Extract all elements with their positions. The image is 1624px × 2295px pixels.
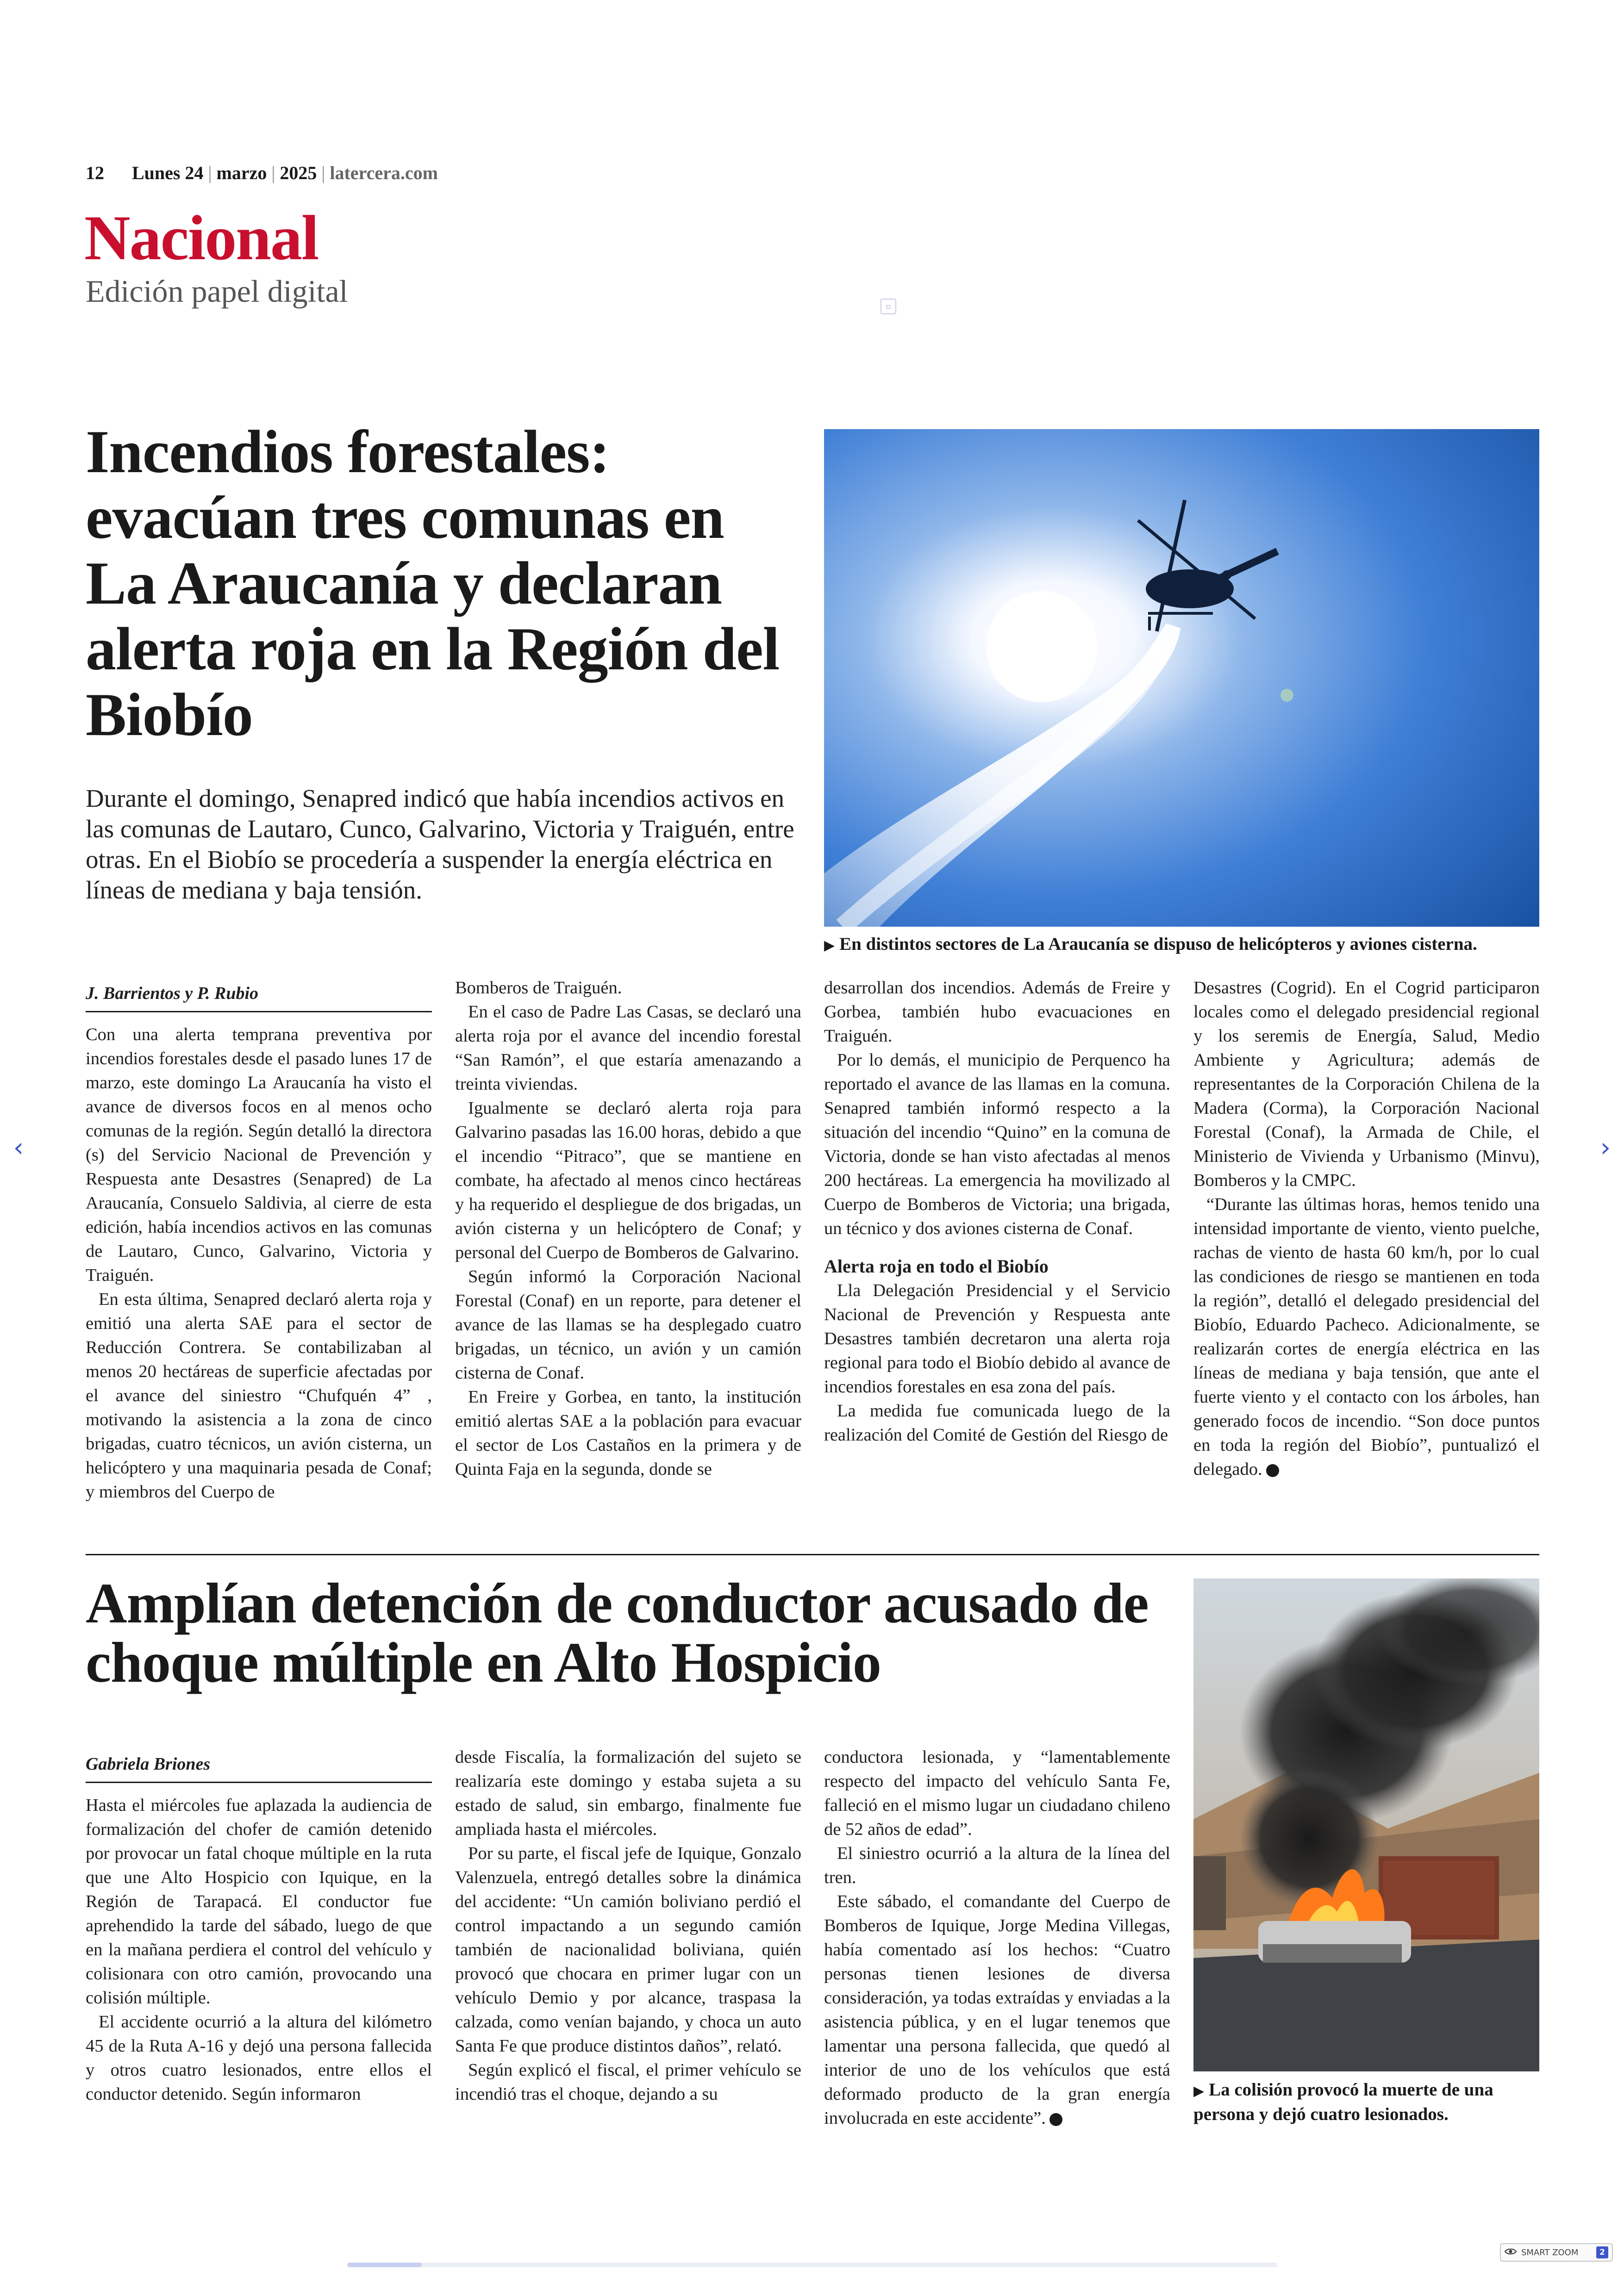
smart-zoom-badge: 2: [1596, 2246, 1608, 2258]
article2-byline: Gabriela Briones: [86, 1752, 432, 1783]
paragraph: desarrollan dos incendios. Además de Freire y Gorbea, también hubo evacuaciones en Traiguén.: [824, 978, 1170, 1046]
paragraph: El siniestro ocurrió a la altura de la línea del tren.: [824, 1844, 1170, 1887]
edition-meta-line: 12 Lunes 24 | marzo | 2025 | latercera.com: [86, 162, 438, 183]
article1-column-3: [824, 976, 1170, 1447]
paragraph: conductora lesionada, y “lamentablemente respecto del impacto del vehículo Santa Fe, falleció en el mismo lugar un ciudadano chileno de 52 años de edad”.: [824, 1747, 1170, 1839]
edition-label: Edición papel digital: [86, 274, 348, 309]
paragraph: En esta última, Senapred declaró alerta roja y emitió una alerta SAE para el sector de Reducción Contrera. Se contabilizaban al menos 20 hectáreas de superficie afectadas por el avance del siniestro “Chufquén 4” , motivando la asistencia a la zona de cinco brigadas, cuatro técnicos, un avión cisterna, un helicóptero y una maquinaria pesada de Conaf; y miembros del Cuerpo de: [86, 1290, 432, 1502]
paragraph: Hasta el miércoles fue aplazada la audiencia de formalización del chofer de camión detenido por provocar un fatal choque múltiple en la ruta que une Alto Hospicio con Iquique, en la Región de Tarapacá. El conductor fue aprehendido la tarde del sábado, luego de que en la mañana perdiera el control del vehículo y colisionara con otro camión, provocando una colisión múltiple.: [86, 1796, 432, 2008]
paragraph: En Freire y Gorbea, en tanto, la institución emitió alertas SAE a la población para evacuar el sector de Los Castaños en la primera y de Quinta Faja en la segunda, donde se: [455, 1387, 801, 1479]
paragraph: Con una alerta temprana preventiva por incendios forestales desde el pasado lunes 17 de marzo, este domingo La Araucanía ha visto el avance de diversos focos en al menos ocho comunas de la región. Según detalló la directora (s) del Servicio Nacional de Prevención y Respuesta ante Desastres (Senapred) de La Araucanía, Consuelo Saldivia, al cierre de esta edición, había incendios activos en las comunas de Lautaro, Cunco, Galvarino, Victoria y Traiguén.: [86, 1025, 432, 1285]
section-title: Nacional: [84, 202, 319, 273]
article2-photo-caption: ▶ La colisión provocó la muerte de una persona y dejó cuatro lesionados.: [1193, 2080, 1493, 2124]
paragraph: “Durante las últimas horas, hemos tenido una intensidad importante de viento, viento puelche, rachas de viento de hasta 60 km/h, por lo cual las condiciones de riesgo se mantienen en toda la región”, detalló el delegado presidencial del Biobío, Eduardo Pacheco. Adicionalmente, se realizarán cortes de energía eléctrica en las líneas de mediana y baja tensión, que ante el fuerte viento y el contacto con los árboles, han generado focos de incendio. “Son doce puntos en toda la región del Biobío”, puntualizó el delegado.: [1193, 1195, 1540, 1479]
paragraph: Por su parte, el fiscal jefe de Iquique, Gonzalo Valenzuela, entregó detalles sobre la dinámica del accidente: “Un camión boliviano perdió el control impactando a un segundo camión también de nacionalidad boliviana, quién provocó que chocara en primer lugar con un vehículo Demio y por alcance, traspasa la calzada, como venían bajando, y choca un auto Santa Fe que produce distintos daños”, relató.: [455, 1844, 801, 2056]
article1-column-1: [86, 981, 432, 1504]
paragraph: Igualmente se declaró alerta roja para Galvarino pasadas las 16.00 horas, debido a que el incendio “Pitraco”, que se mantiene en combate, ha afectado al menos cinco hectáreas y ha requerido el despliegue de dos brigadas, un avión cisterna y un helicóptero de Conaf; y personal del Cuerpo de Bomberos de Galvarino.: [455, 1098, 801, 1262]
paragraph: En el caso de Padre Las Casas, se declaró una alerta roja por el avance del incendio forestal “San Ramón”, el que estaría amenazando a treinta viviendas.: [455, 1002, 801, 1094]
paragraph: desde Fiscalía, la formalización del sujeto se realizaría este domingo y estaba sujeta a su estado de salud, sin embargo, finalmente fue ampliada hasta el miércoles.: [455, 1747, 801, 1839]
article1-column-4: [1193, 976, 1540, 1481]
section-divider: [86, 1554, 1539, 1555]
smart-zoom-label: SMART ZOOM: [1521, 2247, 1579, 2258]
helicopter-photo: [824, 429, 1539, 927]
article2-column-3: [824, 1745, 1170, 2130]
next-page-button[interactable]: ›: [1600, 1133, 1611, 1163]
issue-day: Lunes 24: [132, 162, 204, 183]
smart-zoom-button[interactable]: [1500, 2243, 1613, 2262]
article1-headline: Incendios forestales: evacúan tres comunas en La Araucanía y declaran alerta roja en la Región del Biobío: [86, 418, 780, 748]
paragraph: Lla Delegación Presidencial y el Servicio Nacional de Prevención y Respuesta ante Desastres también decretaron una alerta roja regional para todo el Biobío debido al avance de incendios forestales en esa zona del país.: [824, 1281, 1170, 1397]
issue-year: 2025: [280, 162, 317, 183]
paragraph: Por lo demás, el municipio de Perquenco ha reportado el avance de las llamas en la comuna. Senapred también informó respecto a la situación del incendio “Quino” en la comuna de Victoria, donde se han visto afectadas al menos 200 hectáreas. La emergencia ha movilizado al Cuerpo de Bomberos de Victoria; una brigada, un técnico y dos aviones cisterna de Conaf.: [824, 1050, 1170, 1238]
paragraph: Según informó la Corporación Nacional Forestal (Conaf) en un reporte, para detener el avance de las llamas se ha desplegado cuatro brigadas, un técnico, un avión y un camión cisterna de Conaf.: [455, 1267, 801, 1383]
article2-headline: Amplían detención de conductor acusado de choque múltiple en Alto Hospicio: [86, 1572, 1149, 1694]
end-of-article-icon: [1266, 1464, 1279, 1477]
article1-photo-caption: ▶ En distintos sectores de La Araucanía se dispuso de helicópteros y aviones cisterna.: [824, 934, 1477, 954]
page-progress-bar[interactable]: [347, 2263, 1278, 2267]
previous-page-button[interactable]: ‹: [13, 1133, 24, 1163]
article2-column-2: [455, 1745, 801, 2106]
paragraph: Bomberos de Traiguén.: [455, 978, 622, 998]
eye-icon: [1505, 2248, 1517, 2258]
article1-column-2: [455, 976, 801, 1481]
article1-byline: J. Barrientos y P. Rubio: [86, 981, 432, 1012]
paragraph: Este sábado, el comandante del Cuerpo de Bomberos de Iquique, Jorge Medina Villegas, había comentado así los hechos: “Cuatro personas tienen lesiones de diversa consideración, ya todas extraídas y enviadas a la asistencia pública, y en el lugar tenemos que lamentar una persona fallecida, que quedó al interior de uno de los vehículos que está deformado producto de la gran energía involucrada en este accidente”.: [824, 1892, 1170, 2128]
site-name: latercera.com: [330, 162, 438, 183]
end-of-article-icon: [1049, 2113, 1062, 2126]
crash-fire-photo: [1193, 1578, 1539, 2071]
paragraph: Según explicó el fiscal, el primer vehículo se incendió tras el choque, dejando a su: [455, 2060, 801, 2104]
paragraph: El accidente ocurrió a la altura del kilómetro 45 de la Ruta A-16 y dejó una persona fallecida y otros cuatro lesionados, entre ellos el conductor detenido. Según informaron: [86, 2012, 432, 2104]
paragraph: La medida fue comunicada luego de la realización del Comité de Gestión del Riesgo de: [824, 1401, 1170, 1445]
issue-month: marzo: [216, 162, 267, 183]
article1-deck: Durante el domingo, Senapred indicó que había incendios activos en las comunas de Lautaro, Cunco, Galvarino, Victoria y Traiguén, entre otras. En el Biobío se procedería a suspender la energía eléctrica en líneas de mediana y baja tensión.: [86, 784, 794, 904]
page-progress-fill: [347, 2263, 422, 2267]
page-number: 12: [86, 162, 104, 183]
article2-column-1: [86, 1752, 432, 2106]
article1-subhead: Alerta roja en todo el Biobío: [824, 1256, 1049, 1277]
paragraph: Desastres (Cogrid). En el Cogrid participaron locales como el delegado presidencial regional y los seremis de Energía, Salud, Medio Ambiente y Agricultura; además de representantes de la Corporación Chilena de la Madera (Corma), la Corporación Nacional Forestal (Conaf), la Armada de Chile, el Ministerio de Vivienda y Urbanismo (Minvu), Bomberos y la CMPC.: [1193, 978, 1540, 1190]
media-marker-icon[interactable]: ▫: [881, 299, 896, 314]
